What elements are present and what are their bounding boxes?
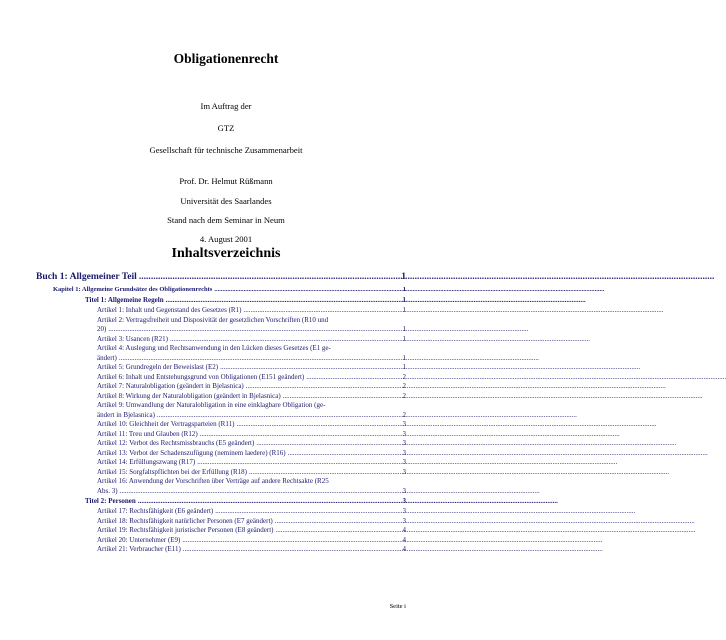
toc-entry-art-8[interactable]: Artikel 8: Wirkung der Naturalobligation (geändert in Bjelasnica) ..... 2 bbox=[97, 392, 406, 402]
page-number-footer: Seite i bbox=[389, 603, 406, 610]
toc-entry-art-20[interactable]: Artikel 20: Unternehmer (E9) ..... 4 bbox=[97, 536, 406, 546]
toc-entry-art-1[interactable]: Artikel 1: Inhalt und Gegenstand des Gesetzes (R1) ..... 1 bbox=[97, 306, 406, 316]
author: Prof. Dr. Helmut Rüßmann bbox=[179, 176, 273, 186]
toc-entry-art-15[interactable]: Artikel 15: Sorgfaltspflichten bei der Erfüllung (R18) ..... 3 bbox=[97, 468, 406, 478]
toc-entry-art-5[interactable]: Artikel 5: Grundregeln der Beweislast (E2) ..... 1 bbox=[97, 363, 406, 373]
toc-entry-art-2[interactable]: Artikel 2: Vertragsfreiheit und Disposivität der gesetzlichen Vorschriften (R10 und 20) ..... 1 bbox=[97, 316, 406, 335]
date: 4. August 2001 bbox=[199, 234, 253, 244]
toc-entry-art-18[interactable]: Artikel 18: Rechtsfähigkeit natürlicher Personen (E7 geändert) ..... 3 bbox=[97, 517, 406, 527]
toc-entry-art-16[interactable]: Artikel 16: Anwendung der Vorschriften über Verträge auf andere Rechtsakte (R25 Abs. 3) ..... 3 bbox=[97, 477, 406, 496]
status-line: Stand nach dem Seminar in Neum bbox=[167, 215, 285, 225]
toc-entry-art-12[interactable]: Artikel 12: Verbot des Rechtsmissbrauchs (E5 geändert) ..... 3 bbox=[97, 439, 406, 449]
commission-line: Im Auftrag der bbox=[200, 101, 252, 111]
toc-entry-book-1[interactable]: Buch 1: Allgemeiner Teil ..... 1 bbox=[36, 270, 406, 284]
toc-entry-titel-2[interactable]: Titel 2: Personen ..... 3 bbox=[85, 496, 406, 507]
toc-entry-titel-1[interactable]: Titel 1: Allgemeine Regeln ..... 1 bbox=[85, 295, 406, 306]
university: Universität des Saarlandes bbox=[180, 196, 272, 206]
toc-entry-kapitel-1[interactable]: Kapitel 1: Allgemeine Grundsätze des Obligationenrechts ..... 1 bbox=[53, 284, 406, 295]
toc-entry-art-4[interactable]: Artikel 4: Auslegung und Rechtsanwendung in den Lücken dieses Gesetzes (E1 ge- ändert) ..... 1 bbox=[97, 344, 406, 363]
toc-entry-art-19[interactable]: Artikel 19: Rechtsfähigkeit juristischer Personen (E8 geändert) ..... 4 bbox=[97, 526, 406, 536]
toc-entry-art-17[interactable]: Artikel 17: Rechtsfähigkeit (E6 geändert) ..... 3 bbox=[97, 507, 406, 517]
org-long: Gesellschaft für technische Zusammenarbeit bbox=[149, 145, 303, 155]
toc-entry-art-6[interactable]: Artikel 6: Inhalt und Entstehungsgrund von Obligationen (E151 geändert) ..... 2 bbox=[97, 373, 406, 383]
toc-heading: Inhaltsverzeichnis bbox=[171, 246, 281, 261]
toc-entry-art-11[interactable]: Artikel 11: Treu und Glauben (R12) ..... 3 bbox=[97, 430, 406, 440]
toc-entry-art-10[interactable]: Artikel 10: Gleichheit der Vertragsparteien (R11) ..... 3 bbox=[97, 420, 406, 430]
toc-entry-art-13[interactable]: Artikel 13: Verbot der Schadenszufügung (neminem laedere) (R16) ..... 3 bbox=[97, 449, 406, 459]
toc-entry-art-9[interactable]: Artikel 9: Umwandlung der Naturalobligation in eine einklagbare Obligation (ge- ändert in Bjelasnica) ..... 2 bbox=[97, 401, 406, 420]
toc-entry-art-21[interactable]: Artikel 21: Verbraucher (E11) ..... 4 bbox=[97, 545, 406, 555]
org-short: GTZ bbox=[217, 123, 235, 133]
document-title: Obligationenrecht bbox=[173, 51, 279, 66]
toc-entry-art-7[interactable]: Artikel 7: Naturalobligation (geändert in Bjelasnica) ..... 2 bbox=[97, 382, 406, 392]
toc-entry-art-3[interactable]: Artikel 3: Usancen (R21) ..... 1 bbox=[97, 335, 406, 345]
toc-entry-art-14[interactable]: Artikel 14: Erfüllungszwang (R17) ..... 3 bbox=[97, 458, 406, 468]
